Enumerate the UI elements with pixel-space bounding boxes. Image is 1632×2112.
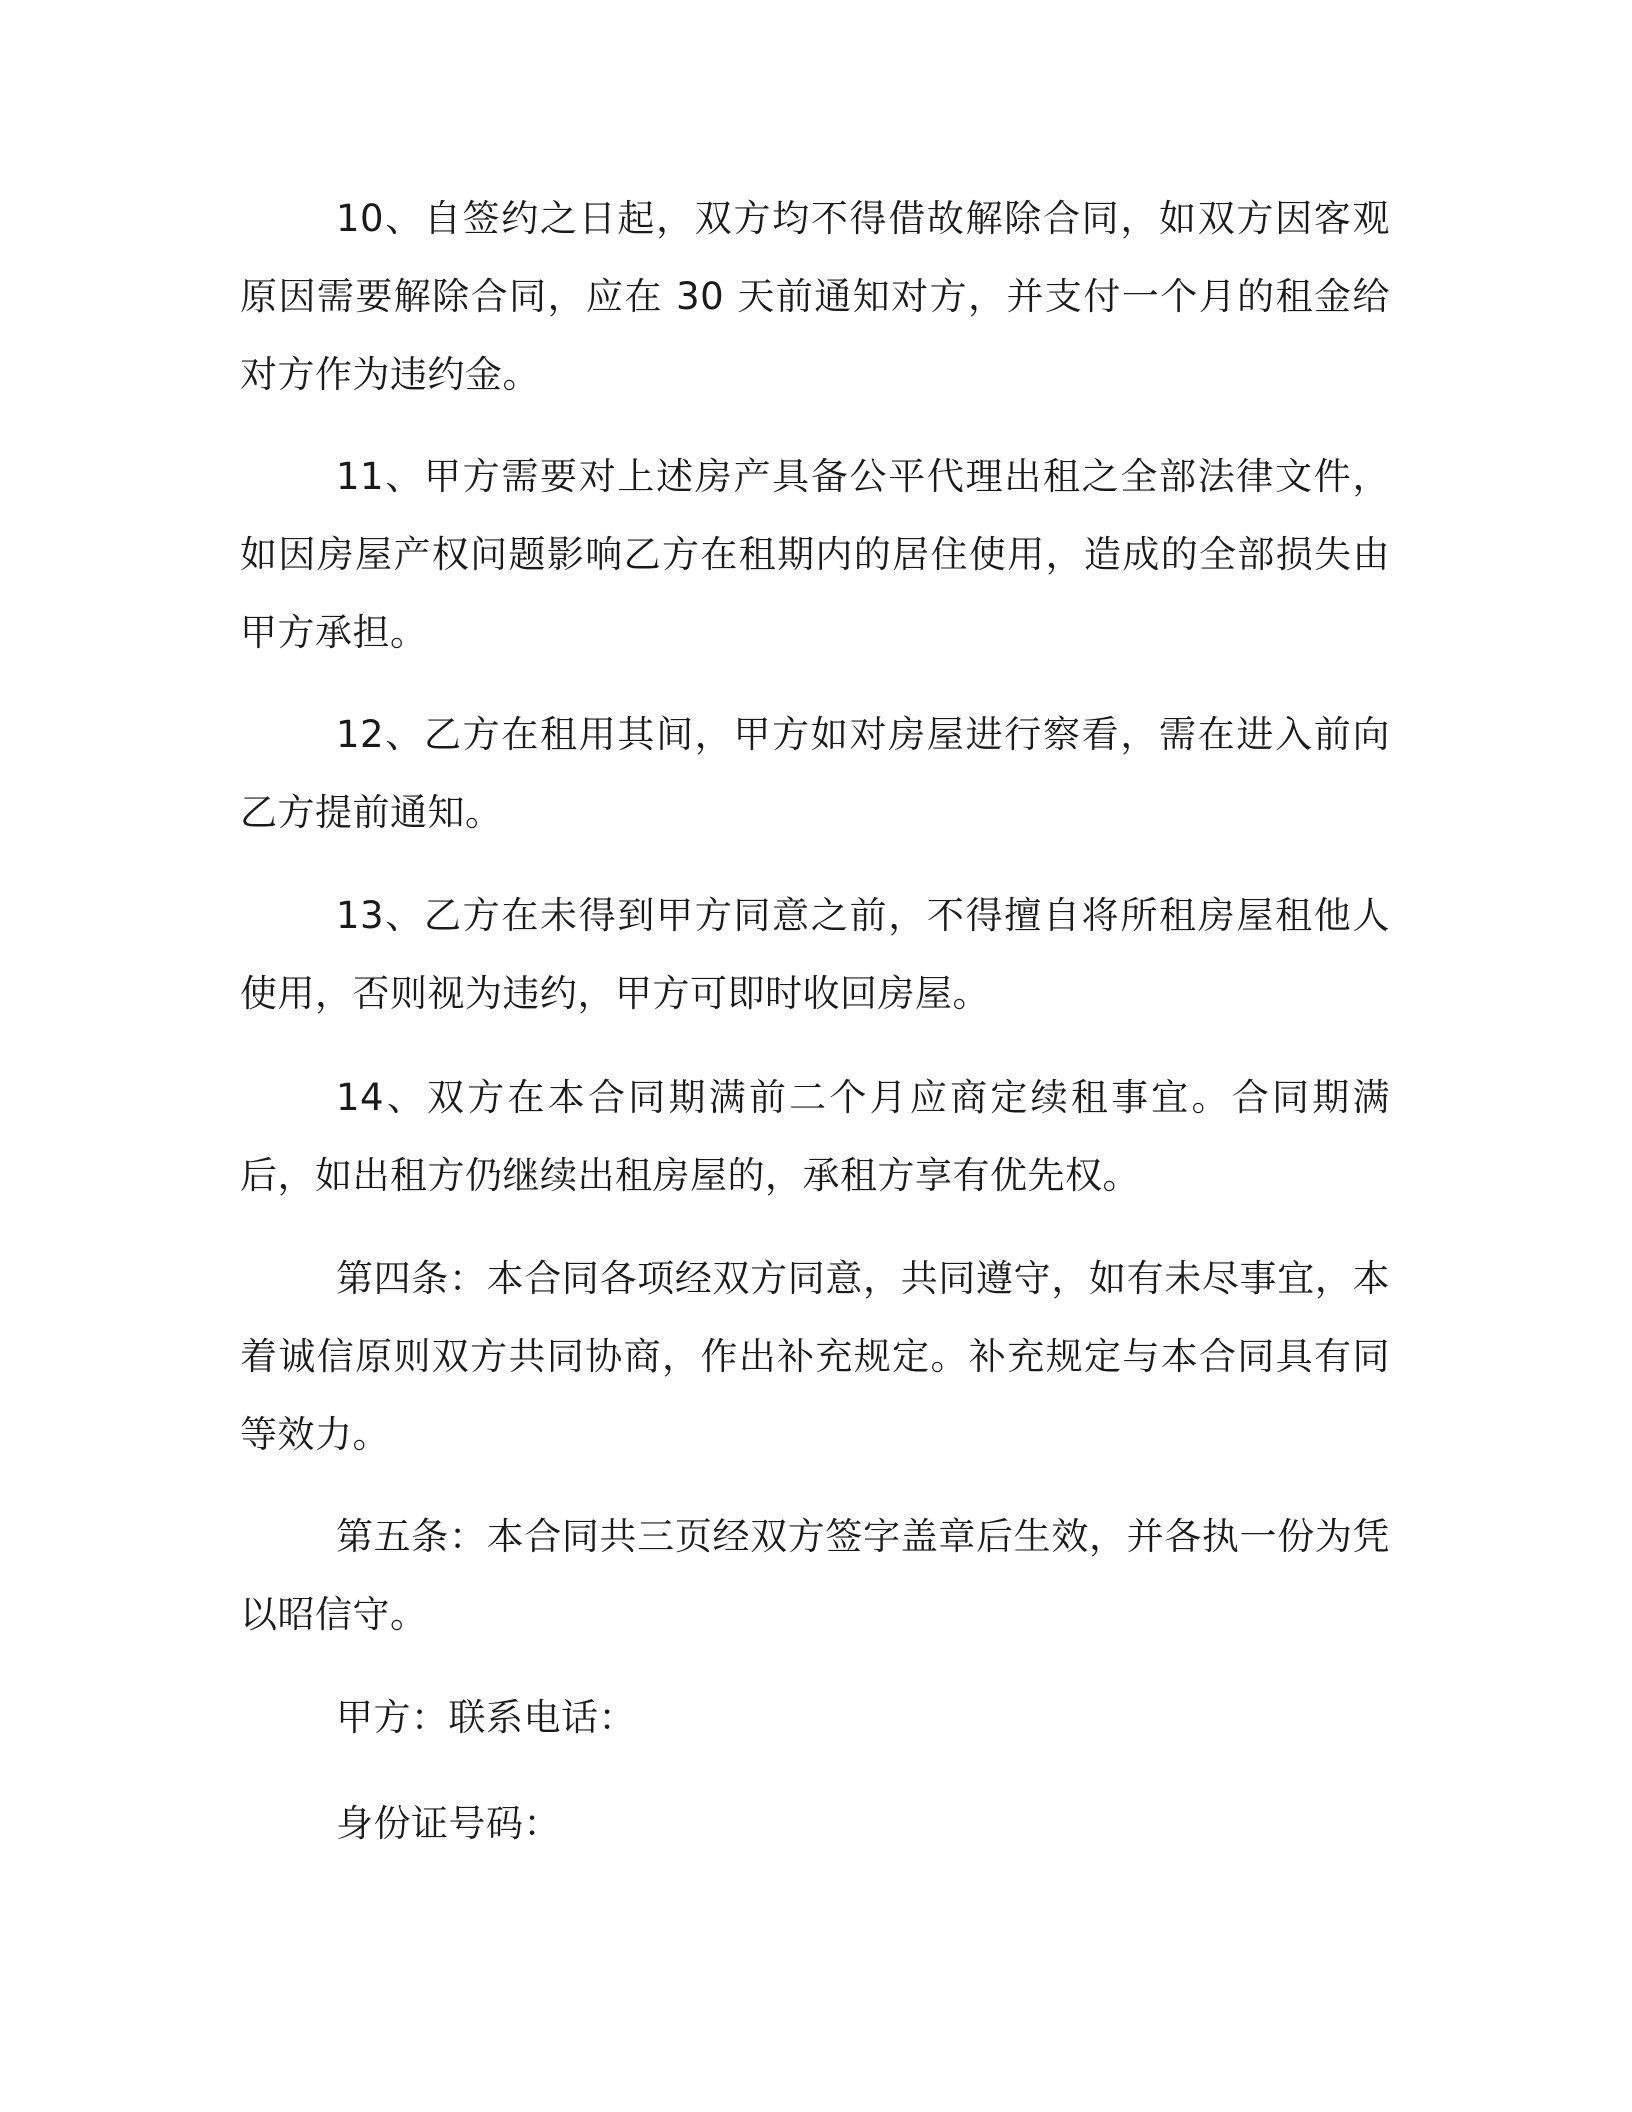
clause-10: 10、自签约之日起，双方均不得借故解除合同，如双方因客观原因需要解除合同，应在 30 天前通知对方，并支付一个月的租金给对方作为违约金。	[240, 197, 1390, 396]
clause-12: 12、乙方在租用其间，甲方如对房屋进行察看，需在进入前向乙方提前通知。	[240, 713, 1390, 834]
clause-13: 13、乙方在未得到甲方同意之前，不得擅自将所租房屋租他人使用，否则视为违约，甲方可即时收回房屋。	[240, 894, 1390, 1015]
article-4: 第四条：本合同各项经双方同意，共同遵守，如有未尽事宜，本着诚信原则双方共同协商，作出补充规定。补充规定与本合同具有同等效力。	[240, 1257, 1390, 1456]
clause-14: 14、双方在本合同期满前二个月应商定续租事宜。合同期满后，如出租方仍继续出租房屋的，承租方享有优先权。	[240, 1076, 1390, 1197]
id-number-line: 身份证号码：	[336, 1802, 561, 1845]
party-a-phone-line: 甲方：联系电话：	[336, 1696, 636, 1739]
clause-11: 11、甲方需要对上述房产具备公平代理出租之全部法律文件，如因房屋产权问题影响乙方在租期内的居住使用，造成的全部损失由甲方承担。	[240, 455, 1390, 654]
article-5: 第五条：本合同共三页经双方签字盖章后生效，并各执一份为凭以昭信守。	[240, 1515, 1390, 1636]
